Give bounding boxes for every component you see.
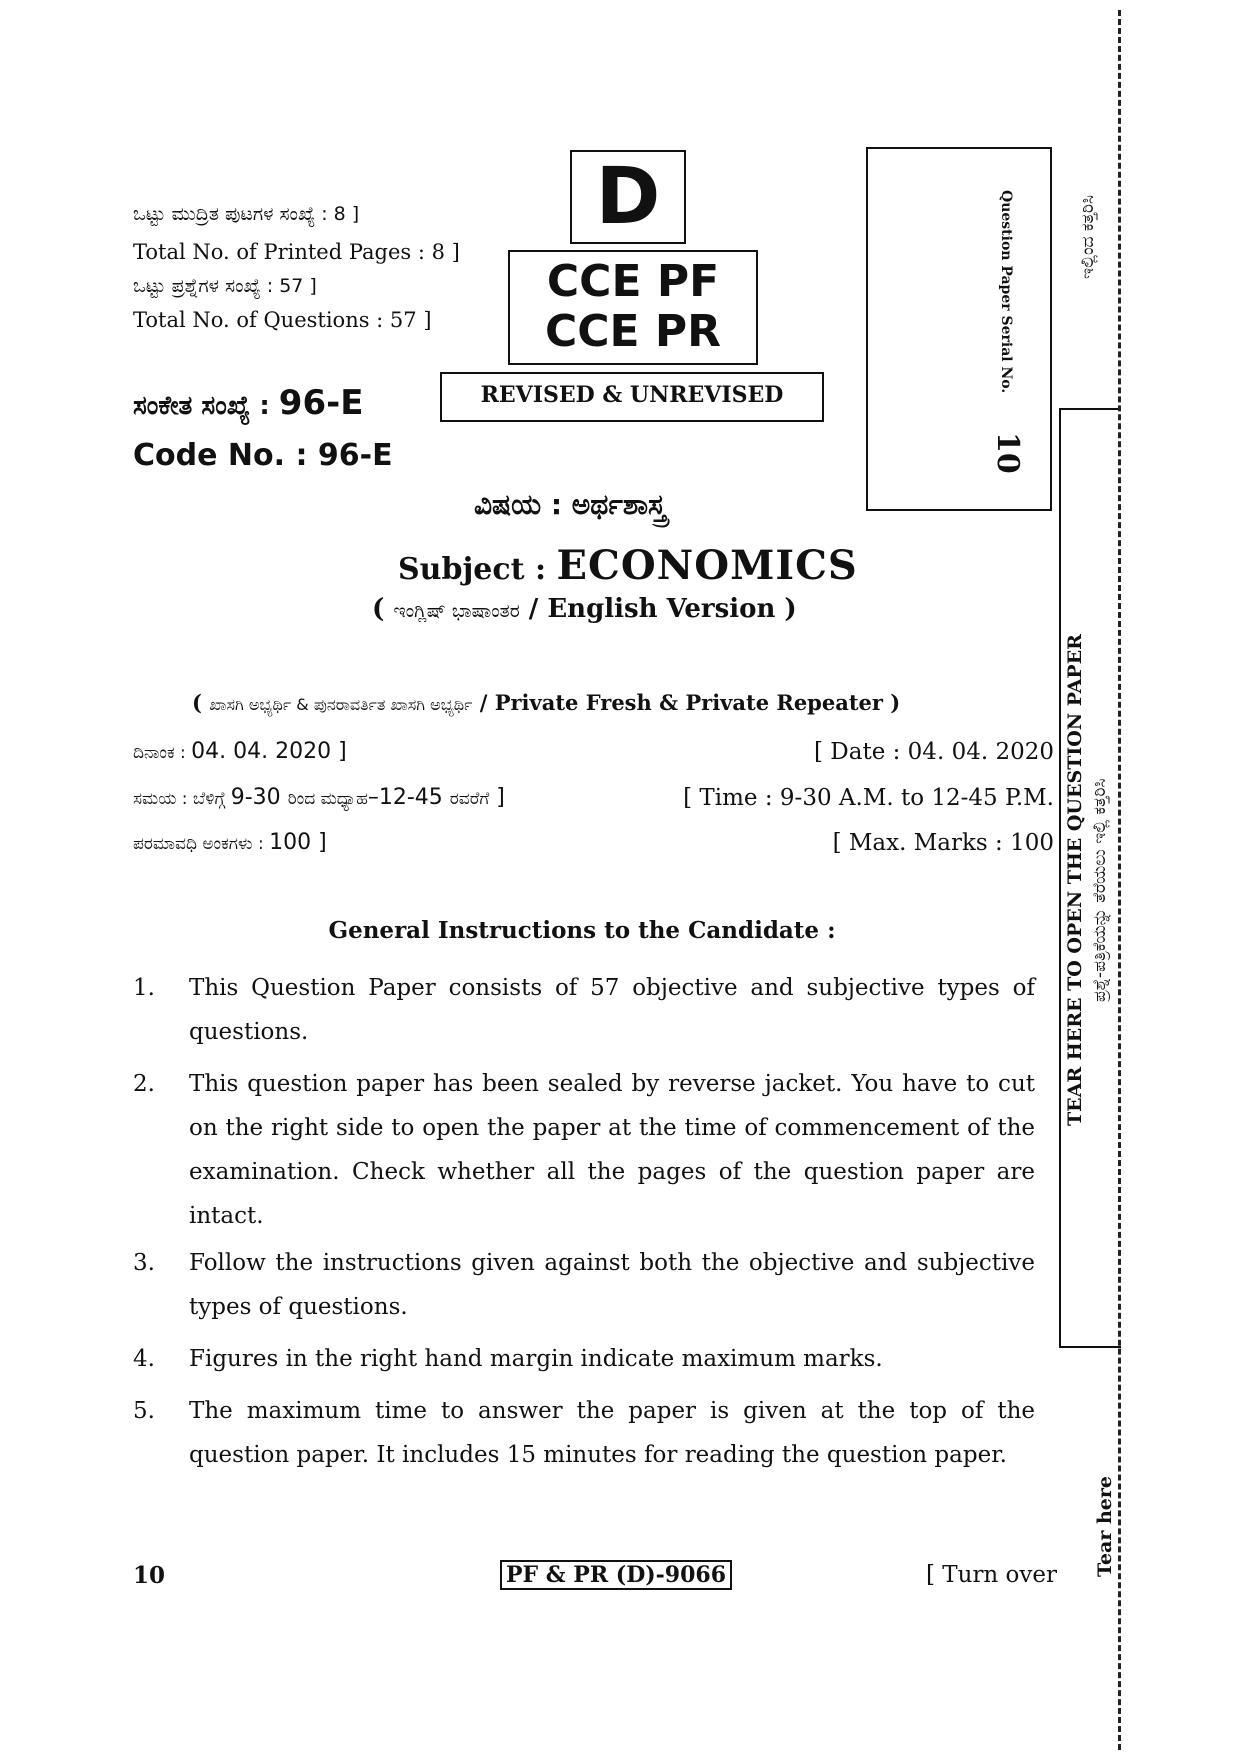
paper-type-pf: CCE PF — [546, 256, 720, 307]
total-questions: Total No. of Questions : 57 ] — [133, 308, 432, 332]
total-pages-kannada: ಒಟ್ಟು ಮುದ್ರಿತ ಪುಟಗಳ ಸಂಖ್ಯೆ : 8 ] — [133, 203, 360, 225]
instruction-text: The maximum time to answer the paper is given at the top of the question paper. It includes 15 minutes for reading the question paper. — [189, 1398, 1035, 1468]
page-number: 10 — [133, 1562, 166, 1589]
tear-instruction: TEAR HERE TO OPEN THE QUESTION PAPER — [1064, 634, 1086, 1126]
date-kannada — [133, 739, 347, 764]
max-marks-kannada — [133, 830, 327, 855]
instruction-text: Figures in the right hand margin indicate maximum marks. — [189, 1346, 883, 1372]
version-english: / English Version ) — [519, 594, 797, 624]
time-kannada-close: ] — [489, 785, 505, 810]
time-kannada-mid: ರಿಂದ ಮಧ್ಯಾಹ — [287, 789, 368, 809]
time-kannada — [133, 785, 505, 810]
tear-dashed-line[interactable] — [1118, 10, 1121, 1750]
version-line — [372, 594, 797, 624]
instruction-item — [133, 1389, 1035, 1477]
subject-label: Subject : — [398, 552, 547, 587]
instruction-item — [133, 1062, 1035, 1238]
subject-value: ECONOMICS — [556, 542, 858, 589]
set-letter-box: D — [570, 150, 686, 244]
paper-code-box: PF & PR (D)-9066 — [500, 1560, 732, 1590]
instruction-number: 4. — [133, 1346, 155, 1372]
serial-number-value: 10 — [990, 432, 1025, 474]
code-kannada-value: 96-E — [278, 383, 364, 423]
time-kannada-end: ರವರೆಗೆ — [449, 789, 490, 809]
candidate-english: / Private Fresh & Private Repeater ) — [472, 690, 901, 715]
date-kannada-value: 04. 04. 2020 ] — [191, 739, 347, 764]
instruction-text: Follow the instructions given against both the objective and subjective types of questions. — [189, 1250, 1035, 1320]
instruction-number: 3. — [133, 1250, 155, 1276]
tear-here-label[interactable]: Tear here — [1094, 1476, 1116, 1577]
instruction-item — [133, 1337, 1035, 1381]
candidate-type — [192, 690, 900, 715]
code-number-kannada — [133, 383, 363, 423]
time-kannada-start: 9-30 — [230, 785, 288, 810]
time-kannada-label: ಸಮಯ : ಬೆಳಿಗ್ಗೆ — [133, 789, 231, 809]
instruction-number: 2. — [133, 1071, 155, 1097]
instruction-item — [133, 1241, 1035, 1329]
date-kannada-label: ದಿನಾಂಕ : — [133, 743, 192, 763]
instructions-title: General Instructions to the Candidate : — [328, 917, 836, 944]
cut-here-kannada: ಇಲ್ಲಿಂದ ಕತ್ತರಿಸಿ — [1078, 195, 1098, 279]
revision-box: REVISED & UNREVISED — [440, 372, 824, 422]
version-kannada: ಇಂಗ್ಲಿಷ್ ಭಾಷಾಂತರ — [393, 600, 520, 622]
candidate-kannada: ಖಾಸಗಿ ಅಭ್ಯರ್ಥಿ & ಪುನರಾವರ್ತಿತ ಖಾಸಗಿ ಅಭ್ಯರ್ಥಿ — [209, 695, 473, 714]
code-kannada-label: ಸಂಕೇತ ಸಂಖ್ಯೆ : — [133, 391, 270, 421]
subject-title — [398, 542, 858, 589]
instruction-item — [133, 966, 1035, 1054]
exam-time: [ Time : 9-30 A.M. to 12-45 P.M. — [683, 785, 1054, 811]
exam-date: [ Date : 04. 04. 2020 — [814, 739, 1054, 765]
marks-kannada-value: 100 ] — [269, 830, 327, 855]
total-pages: Total No. of Printed Pages : 8 ] — [133, 240, 460, 264]
version-open: ( — [372, 594, 394, 624]
instruction-text: This question paper has been sealed by reverse jacket. You have to cut on the right side to open the paper at the time of commencement of the examination. Check whether all the pages of the question paper are intact. — [189, 1071, 1035, 1229]
instruction-text: This Question Paper consists of 57 objective and subjective types of questions. — [189, 975, 1035, 1045]
max-marks: [ Max. Marks : 100 — [832, 830, 1054, 856]
time-kannada-end-value: –12-45 — [367, 785, 450, 810]
total-questions-kannada: ಒಟ್ಟು ಪ್ರಶ್ನೆಗಳ ಸಂಖ್ಯೆ : 57 ] — [133, 275, 317, 297]
turn-over: [ Turn over — [926, 1562, 1058, 1588]
paper-type-box — [508, 250, 758, 365]
marks-kannada-label: ಪರಮಾವಧಿ ಅಂಕಗಳು : — [133, 834, 270, 854]
serial-number-label: Question Paper Serial No. — [998, 190, 1014, 394]
subject-kannada: ವಿಷಯ : ಅರ್ಥಶಾಸ್ತ್ರ — [474, 488, 667, 521]
instruction-number: 1. — [133, 975, 155, 1001]
paper-type-pr: CCE PR — [544, 306, 722, 357]
instruction-number: 5. — [133, 1398, 155, 1424]
candidate-open: ( — [192, 690, 210, 715]
tear-instruction-kannada: ಪ್ರಶ್ನೆ-ಪತ್ರಿಕೆಯನ್ನು ತೆರೆಯಲು ಇಲ್ಲಿ ಕತ್ತರಿಸಿ — [1090, 778, 1110, 1002]
code-number: Code No. : 96-E — [133, 438, 393, 473]
